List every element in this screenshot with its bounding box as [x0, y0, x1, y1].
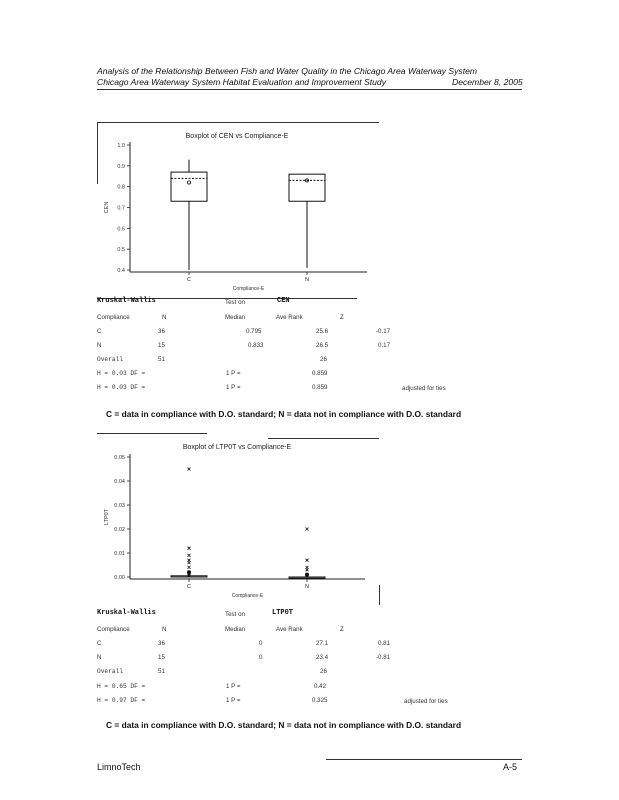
kw2-h1-label: H = 0.65 DF = [97, 683, 146, 690]
kw1-row-c-z: -0.17 [376, 328, 391, 335]
kw2-h1-p-label: 1 P = [226, 683, 241, 690]
kw2-row-c-z: 0.81 [378, 640, 391, 647]
kw1-row-c-median: 0.795 [246, 328, 262, 335]
kw1-col-compliance: Compliance [97, 314, 130, 321]
chart2-xtick-label: C [187, 584, 191, 590]
kw1-h2-label: H = 0.03 DF = [97, 384, 146, 391]
kw1-overall-n: 51 [158, 356, 165, 363]
kw1-h1-p-label: 1 P = [226, 370, 241, 377]
chart1-ytick-label: 0.5 [117, 247, 125, 254]
chart2-box-c [171, 468, 207, 578]
chart2-marks [171, 468, 325, 579]
kw2-overall-avrank: 26 [320, 668, 327, 675]
chart2-title: Boxplot of LTP0T vs Compliance-E [182, 444, 292, 451]
kw2-adjusted: adjusted for ties [404, 698, 448, 705]
chart1-ytick-label: 0.9 [117, 163, 125, 170]
kw1-row-n-median: 0.833 [248, 342, 264, 349]
kw2-test-on-label: Test on [225, 611, 245, 618]
kw2-h2-p: 0.325 [312, 697, 328, 704]
header-date: December 8, 2005 [452, 77, 523, 87]
kw2-row-n-median: 0 [259, 654, 263, 661]
boxplot-cen [97, 124, 379, 296]
chart1-marks [171, 160, 325, 270]
kw2-row-n-avrank: 23.4 [316, 654, 329, 661]
kw1-row-c-n: 36 [158, 328, 165, 335]
kw2-col-avrank: Ave Rank [276, 626, 303, 633]
chart1-box-c [171, 160, 207, 270]
kw2-row-c-median: 0 [259, 640, 263, 647]
kw1-row-n-z: 0.17 [378, 342, 391, 349]
kw1-test-on-label: Test on [225, 299, 245, 306]
chart1-ytick-label: 1.0 [117, 143, 125, 149]
chart1-xtick-label: N [305, 277, 309, 283]
chart1-xlabel: Compliance-E [232, 286, 265, 292]
kw2-col-n: N [162, 626, 167, 633]
kw1-h1-p: 0.859 [312, 370, 328, 377]
kw2-test-on-var: LTP0T [272, 609, 294, 617]
kw1-h2-p: 0.859 [312, 384, 328, 391]
footer-rule [326, 759, 522, 760]
header-subtitle: Chicago Area Waterway System Habitat Evaluation and Improvement Study [97, 77, 386, 87]
kw2-h2-label: H = 0.97 DF = [97, 697, 146, 704]
figure2-top-rule-left [97, 433, 207, 434]
kw2-title: Kruskal-Wallis [97, 609, 156, 617]
caption-1: C = data in compliance with D.O. standard; N = data not in compliance with D.O. standard [106, 409, 462, 419]
chart1-ytick-label: 0.6 [117, 226, 125, 233]
chart2-ytick-label: 0.02 [114, 527, 125, 533]
kw1-overall-avrank: 26 [320, 356, 327, 363]
chart1-axes [104, 142, 367, 292]
kw2-row-c-group: C [97, 640, 102, 647]
kw2-row-n-n: 15 [158, 654, 165, 661]
chart2-axes [104, 454, 365, 599]
chart2-ytick-label: 0.03 [114, 503, 125, 509]
figure1-top-rule [97, 122, 379, 123]
kw1-overall-label: Overall [97, 356, 123, 363]
kw1-adjusted: adjusted for ties [402, 385, 446, 392]
chart1-box-c-mean [187, 181, 190, 184]
kw2-h1-p: 0.42 [314, 683, 327, 690]
kw2-h2-p-label: 1 P = [226, 697, 241, 704]
chart1-ytick-label: 0.4 [117, 268, 125, 274]
kw1-col-n: N [162, 314, 167, 321]
kw1-row-n-n: 15 [158, 342, 165, 349]
chart2-ylabel: LTP0T [104, 508, 110, 526]
chart2-xtick-label: N [305, 584, 309, 590]
kw1-row-c-avrank: 25.6 [316, 328, 329, 335]
kw2-col-z: Z [340, 626, 344, 633]
chart2-ytick-label: 0.04 [114, 479, 125, 485]
kw2-overall-n: 51 [158, 668, 165, 675]
chart1-box-n-iqr [289, 174, 325, 201]
chart1-xtick-label: C [187, 277, 191, 283]
header-rule [97, 89, 522, 90]
figure2-right-rule [379, 585, 380, 605]
chart1-ytick-label: 0.7 [117, 205, 125, 212]
kw1-col-z: Z [340, 314, 344, 321]
kw1-row-n-group: N [97, 342, 102, 349]
boxplot-ltp0t [97, 437, 379, 605]
kw1-row-c-group: C [97, 328, 102, 335]
kw2-row-n-z: -0.81 [376, 654, 391, 661]
kw1-row-n-avrank: 26.5 [316, 342, 329, 349]
kw1-test-on-var: CEN [277, 297, 290, 305]
kw2-overall-label: Overall [97, 668, 123, 675]
caption-2: C = data in compliance with D.O. standard; N = data not in compliance with D.O. standard [106, 720, 462, 730]
kw1-title: Kruskal-Wallis [97, 297, 156, 305]
kw1-h2-p-label: 1 P = [226, 384, 241, 391]
chart2-box-n [289, 528, 325, 579]
footer-page-number: A-5 [503, 762, 518, 772]
kw2-col-compliance: Compliance [97, 626, 130, 633]
footer-company: LimnoTech [97, 762, 141, 772]
kw2-row-c-avrank: 27.1 [316, 640, 329, 647]
chart2-xlabel: Compliance-E [231, 593, 264, 599]
chart2-ytick-label: 0.00 [114, 575, 125, 581]
chart1-title: Boxplot of CEN vs Compliance-E [185, 133, 289, 140]
kw2-row-c-n: 36 [158, 640, 165, 647]
chart1-ytick-label: 0.8 [117, 184, 125, 191]
chart1-ylabel: CEN [104, 201, 110, 214]
kw2-col-median: Median [225, 626, 246, 633]
kw1-h1-label: H = 0.03 DF = [97, 370, 146, 377]
kw1-col-avrank: Ave Rank [276, 314, 303, 321]
kw2-row-n-group: N [97, 654, 102, 661]
kw1-col-median: Median [225, 314, 246, 321]
chart1-box-n [289, 174, 325, 268]
header-title: Analysis of the Relationship Between Fish and Water Quality in the Chicago Area Waterway System [97, 66, 478, 76]
chart2-ytick-label: 0.05 [114, 455, 125, 461]
chart1-box-c-iqr [171, 172, 207, 201]
chart2-ytick-label: 0.01 [114, 551, 125, 557]
